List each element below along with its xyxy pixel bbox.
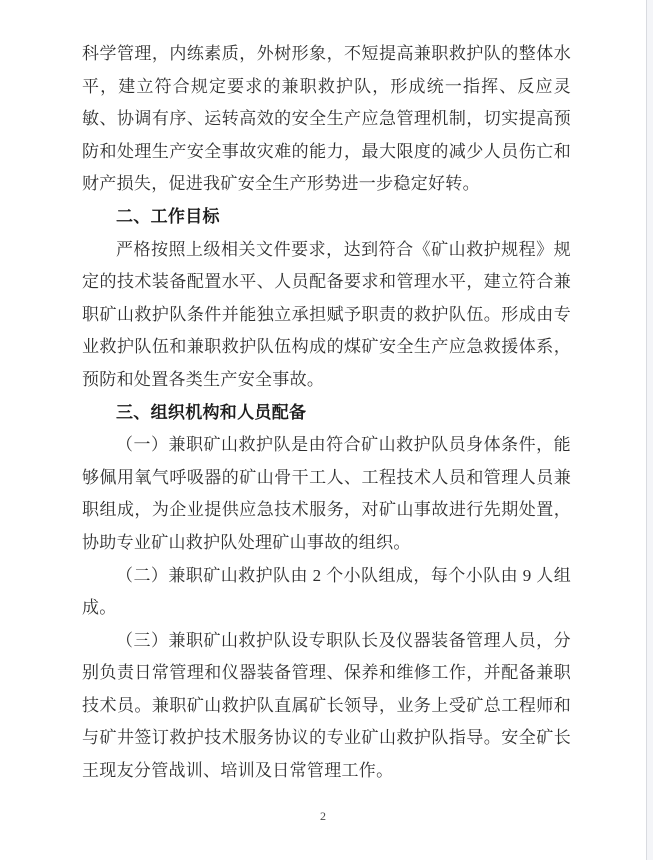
page-edge-gutter <box>646 0 653 860</box>
section-heading-organization: 三、组织机构和人员配备 <box>116 402 307 422</box>
document-body <box>82 38 571 788</box>
paragraph-item-2: （二）兼职矿山救护队由 2 个小队组成，每个小队由 9 人组成。 <box>82 565 571 618</box>
page-number: 2 <box>320 809 326 823</box>
section-heading-work-goals: 二、工作目标 <box>116 206 220 226</box>
paragraph-continuation: 科学管理，内练素质，外树形象，不短提高兼职救护队的整体水平，建立符合规定要求的兼职救护队，形成统一指挥、反应灵敏、协调有序、运转高效的安全生产应急管理机制，切实提高预防和处理生产安全事故灾难的能力，最大限度的减少人员伤亡和财产损失，促进我矿安全生产形势进一步稳定好转。 <box>82 44 571 194</box>
paragraph-work-goals: 严格按照上级相关文件要求，达到符合《矿山救护规程》规定的技术装备配置水平、人员配备要求和管理水平，建立符合兼职矿山救护队条件并能独立承担赋予职责的救护队伍。形成由专业救护队伍和兼职救护队伍构成的煤矿安全生产应急救援体系，预防和处置各类生产安全事故。 <box>82 239 571 389</box>
paragraph-item-1: （一）兼职矿山救护队是由符合矿山救护队员身体条件，能够佩用氧气呼吸器的矿山骨干工人、工程技术人员和管理人员兼职组成，为企业提供应急技术服务，对矿山事故进行先期处置，协助专业矿山救护队处理矿山事故的组织。 <box>82 435 571 552</box>
paragraph-item-3: （三）兼职矿山救护队设专职队长及仪器装备管理人员，分别负责日常管理和仪器装备管理、保养和维修工作，并配备兼职技术员。兼职矿山救护队直属矿长领导，业务上受矿总工程师和与矿井签订救护技术服务协议的专业矿山救护队指导。安全矿长王现友分管战训、培训及日常管理工作。 <box>82 630 571 781</box>
